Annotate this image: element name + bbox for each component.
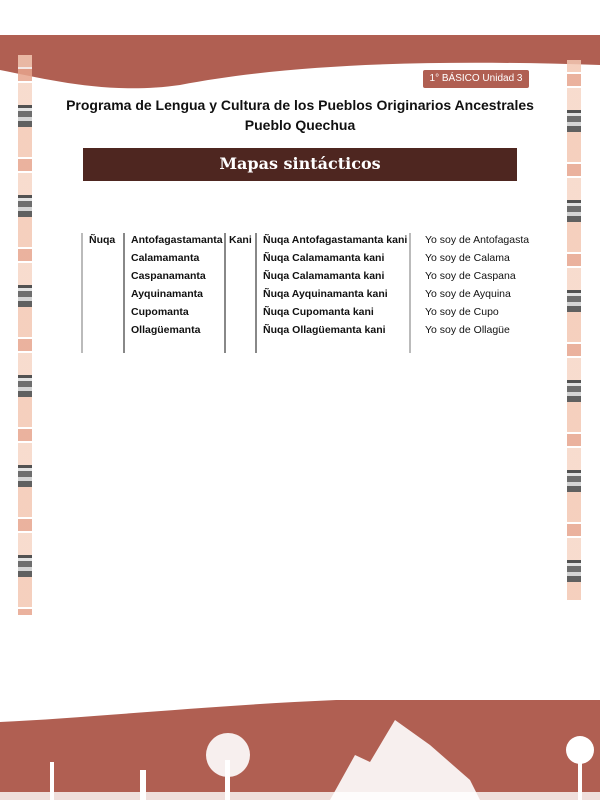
place-cell: Caspanamanta xyxy=(131,270,206,282)
footer-landscape xyxy=(0,700,600,800)
divider xyxy=(123,233,125,353)
sentence-cell: Ñuqa Calamamanta kani xyxy=(263,252,385,264)
divider xyxy=(81,233,83,353)
place-cell: Ayquinamanta xyxy=(131,288,203,300)
subject-cell: Ñuqa xyxy=(89,234,116,246)
sentence-cell: Ñuqa Ollagüemanta kani xyxy=(263,324,386,336)
sentence-cell: Ñuqa Ayquinamanta kani xyxy=(263,288,388,300)
program-title: Programa de Lengua y Cultura de los Pueblos Originarios Ancestrales xyxy=(66,97,534,113)
translation-cell: Yo soy de Cupo xyxy=(425,306,499,318)
section-banner: Mapas sintácticos xyxy=(83,148,517,181)
place-cell: Calamamanta xyxy=(131,252,200,264)
right-woven-border xyxy=(567,60,581,600)
translation-cell: Yo soy de Antofagasta xyxy=(425,234,530,246)
people-title: Pueblo Quechua xyxy=(244,117,356,133)
left-woven-border xyxy=(18,55,32,615)
sentence-cell: Ñuqa Antofagastamanta kani xyxy=(263,234,408,246)
place-cell: Ollagüemanta xyxy=(131,324,201,336)
place-cell: Antofagastamanta xyxy=(131,234,223,246)
sentence-cell: Ñuqa Cupomanta kani xyxy=(263,306,374,318)
translation-cell: Yo soy de Caspana xyxy=(425,270,516,282)
divider xyxy=(409,233,411,353)
divider xyxy=(255,233,257,353)
divider xyxy=(224,233,226,353)
sentence-cell: Ñuqa Calamamanta kani xyxy=(263,270,385,282)
translation-cell: Yo soy de Ayquina xyxy=(425,288,511,300)
grade-unit-badge: 1° BÁSICO Unidad 3 xyxy=(423,70,529,88)
verb-cell: Kani xyxy=(229,234,252,246)
place-cell: Cupomanta xyxy=(131,306,189,318)
translation-cell: Yo soy de Calama xyxy=(425,252,510,264)
translation-cell: Yo soy de Ollagüe xyxy=(425,324,510,336)
